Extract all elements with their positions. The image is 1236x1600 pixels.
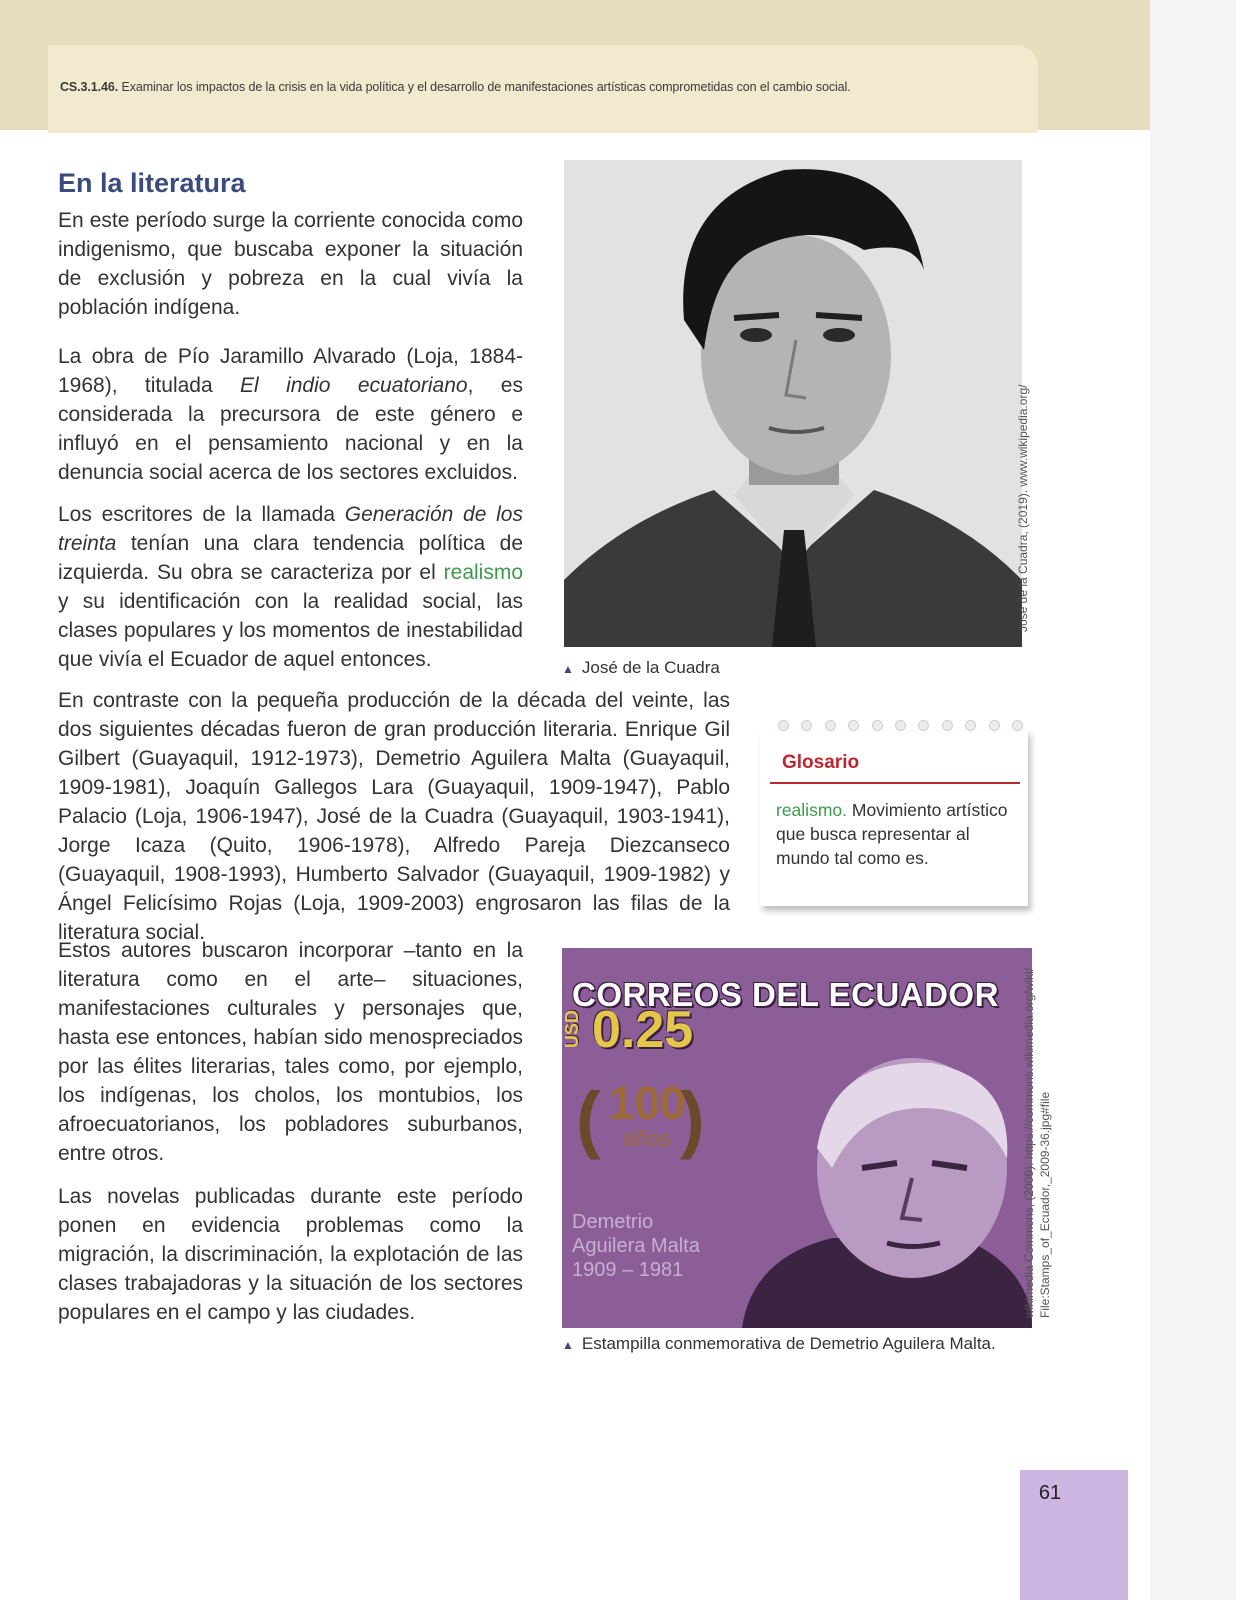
- paragraph-jaramillo-end: , es considerada la precursora de este género e influyó en el pensamiento nacional y en la denuncia social acerca de los sectores excluidos.: [58, 374, 523, 484]
- page-margin-strip: [1150, 0, 1236, 1600]
- stamp-portrait: [712, 1038, 1032, 1328]
- glossary-title: Glosario: [782, 752, 860, 773]
- paragraph-jaramillo: [58, 342, 523, 487]
- caption-triangle-icon: ▲: [562, 1338, 574, 1352]
- glossary-entry: [776, 798, 1016, 870]
- stamp-caption-text: Estampilla conmemorativa de Demetrio Aguilera Malta.: [581, 1334, 996, 1353]
- notepad-holes: [778, 720, 1023, 734]
- paragraph-autores: En contraste con la pequeña producción de la década del veinte, las dos siguientes décadas fueron de gran producción literaria. Enrique Gil Gilbert (Guayaquil, 1912-1973), Demetrio Aguilera Malta (Guayaquil, 1909-1981), Joaquín Gallegos Lara (Guayaquil, 1909-1947), Pablo Palacio (Loja, 1906-1947), José de la Cuadra (Guayaquil, 1903-1941), Jorge Icaza (Quito, 1906-1978), Alfredo Pareja Diezcanseco (Guayaquil, 1908-1993), Humberto Salvador (Guayaquil, 1909-1982) y Ángel Felicísimo Rojas (Loja, 1909-2003) engrosaron las filas de la literatura social.: [58, 689, 730, 944]
- laurel-left-icon: (: [576, 1077, 601, 1160]
- book-title: El indio ecuatoriano: [240, 374, 468, 397]
- paragraph-novelas: Las novelas publicadas durante este período ponen en evidencia problemas como la migración, la discriminación, la explotación de las clases trabajadoras y la situación de los sectores populares en el campo y las ciudades.: [58, 1185, 523, 1324]
- stamp-credit-line1: wikimedia Commons, (2009). https://commons.wikimedia.org/wiki/: [1022, 967, 1036, 1318]
- jose-de-la-cuadra-photo: [564, 160, 1022, 647]
- objective-code: CS.3.1.46.: [60, 80, 119, 94]
- stamp-value: 0.25: [592, 1001, 694, 1059]
- stamp-years: años: [623, 1126, 671, 1151]
- stamp-name: [572, 1210, 772, 1282]
- stamp-name-line2: Aguilera Malta: [572, 1235, 700, 1257]
- glossary-definition: Movimiento artístico que busca representar al mundo tal como es.: [776, 800, 1008, 868]
- glossary-divider: [770, 782, 1020, 784]
- photo-caption: [562, 658, 720, 678]
- caption-triangle-icon: ▲: [562, 662, 574, 676]
- stamp-caption: [562, 1334, 996, 1354]
- stamp-credit-line2: File:Stamps_of_Ecuador,_2009-36.jpg#file: [1038, 1091, 1052, 1318]
- stamp-hundred: 100: [608, 1077, 686, 1129]
- paragraph-jaramillo-start: La obra de Pío Jaramillo Alvarado (Loja, 1884-1968), titulada: [58, 345, 523, 397]
- section-title: En la literatura: [58, 168, 246, 198]
- generation-name: Generación de los treinta: [58, 503, 523, 555]
- paragraph-generacion-start: Los escritores de la llamada: [58, 503, 345, 526]
- stamp-title: CORREOS DEL ECUADOR: [572, 976, 999, 1013]
- paragraph-generacion-end: y su identificación con la realidad social, las clases populares y los momentos de inestabilidad que vivía el Ecuador de aquel entonces.: [58, 590, 523, 671]
- page-number: 61: [1038, 1482, 1062, 1504]
- paragraph-generacion: [58, 500, 523, 674]
- objective-description: Examinar los impactos de la crisis en la vida política y el desarrollo de manifestaciones artísticas comprometidas con el cambio social.: [121, 80, 851, 94]
- glossary-term-link[interactable]: realismo: [443, 561, 523, 584]
- paragraph-incorporar: Estos autores buscaron incorporar –tanto en la literatura como en el arte– situaciones, manifestaciones culturales y personajes que, hasta ese entonces, habían sido menospreciados por las élites literarias, tales como, por ejemplo, los indígenas, los cholos, los montubios, los afroecuatorianos, los pobladores suburbanos, entre otros.: [58, 939, 523, 1165]
- glossary-term: realismo.: [776, 800, 847, 820]
- photo-credit: Jose de la Cuadra, (2019). www.wikipedia.org/: [1016, 384, 1030, 632]
- stamp-name-line3: 1909 – 1981: [572, 1259, 684, 1281]
- laurel-right-icon: ): [680, 1077, 705, 1160]
- objective-text: [60, 80, 1020, 94]
- stamp-currency: USD: [562, 1009, 582, 1048]
- paragraph-indigenismo: En este período surge la corriente conocida como indigenismo, que buscaba exponer la situación de exclusión y pobreza en la cual vivía la población indígena.: [58, 209, 523, 319]
- photo-caption-text: José de la Cuadra: [581, 658, 720, 677]
- stamp-name-line1: Demetrio: [572, 1211, 654, 1233]
- glossary-box: [760, 730, 1028, 906]
- paragraph-generacion-mid: tenían una clara tendencia política de izquierda. Su obra se caracteriza por el: [58, 532, 523, 584]
- commemorative-stamp: [562, 948, 1032, 1328]
